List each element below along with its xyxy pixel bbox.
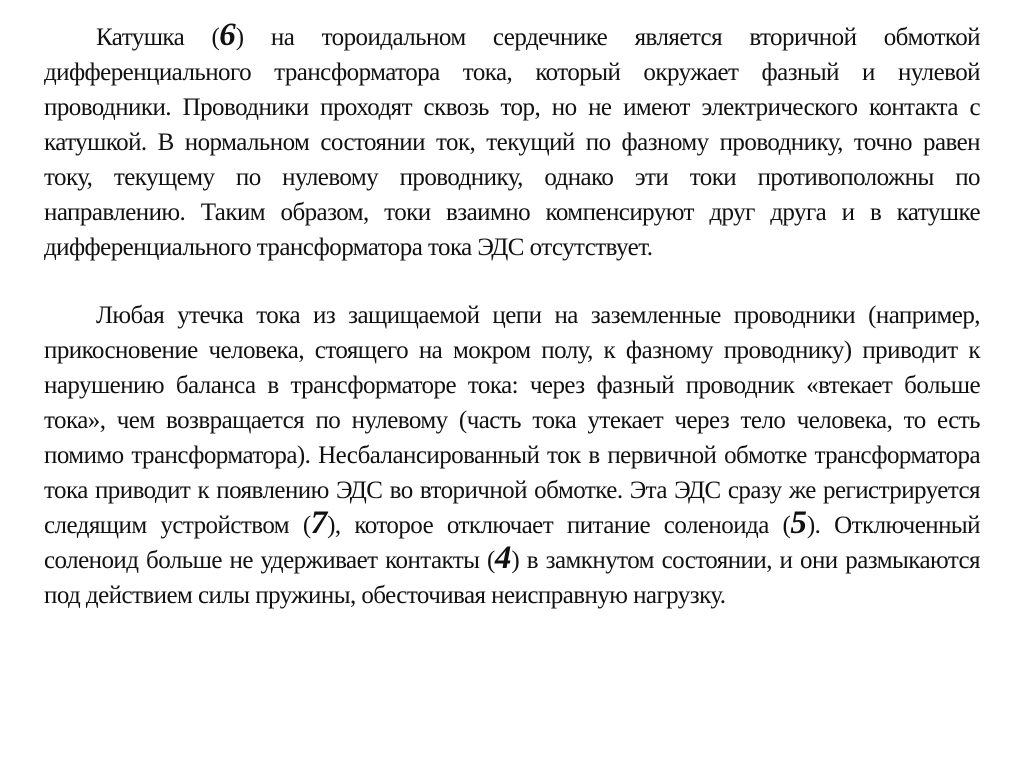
paragraph-2-text: ), которое отключает питание соленоида ( [327, 512, 791, 539]
paragraph-2 [44, 298, 980, 613]
figure-ref-5: 5 [790, 505, 807, 541]
paragraph-1-text: ) на тороидальном сердечнике является вторичной обмоткой дифференциального трансформатора тока, который окружает фазный и нулевой проводники. Проводники проходят сквозь тор, но не имеют электрического контакта с катушкой. В нормальном состоянии ток, текущий по фазному проводнику, точно равен току, текущему по нулевому проводнику, однако эти токи противоположны по направлению. Таким образом, токи взаимно компенсируют друг друга и в катушке дифференциального трансформатора тока ЭДС отсутствует. [44, 24, 980, 261]
document-body [44, 17, 980, 613]
figure-ref-7: 7 [310, 505, 328, 541]
figure-ref-6: 6 [219, 17, 236, 53]
paragraph-2-text: ) в замкнутом состоянии, и они размыкаются под действием силы пружины, обесточивая неисправную нагрузку. [44, 547, 980, 609]
paragraph-1-text: Катушка ( [96, 24, 220, 51]
paragraph-1 [44, 17, 980, 265]
figure-ref-4: 4 [494, 540, 512, 576]
paragraph-2-text: Любая утечка тока из защищаемой цепи на заземленные проводники (например, прикосновение человека, стоящего на мокром полу, к фазному проводнику) приводит к нарушению баланса в трансформаторе тока: через фазный проводник «втекает больше тока», чем возвращается по нулевому (часть тока утекает через тело человека, то есть помимо трансформатора). Несбалансированный ток в первичной обмотке трансформатора тока приводит к появлению ЭДС во вторичной обмотке. Эта ЭДС сразу же регистрируется следящим устройством ( [44, 302, 980, 539]
paragraph-2-text: ). Отключенный соленоид больше не удерживает контакты ( [44, 512, 980, 574]
